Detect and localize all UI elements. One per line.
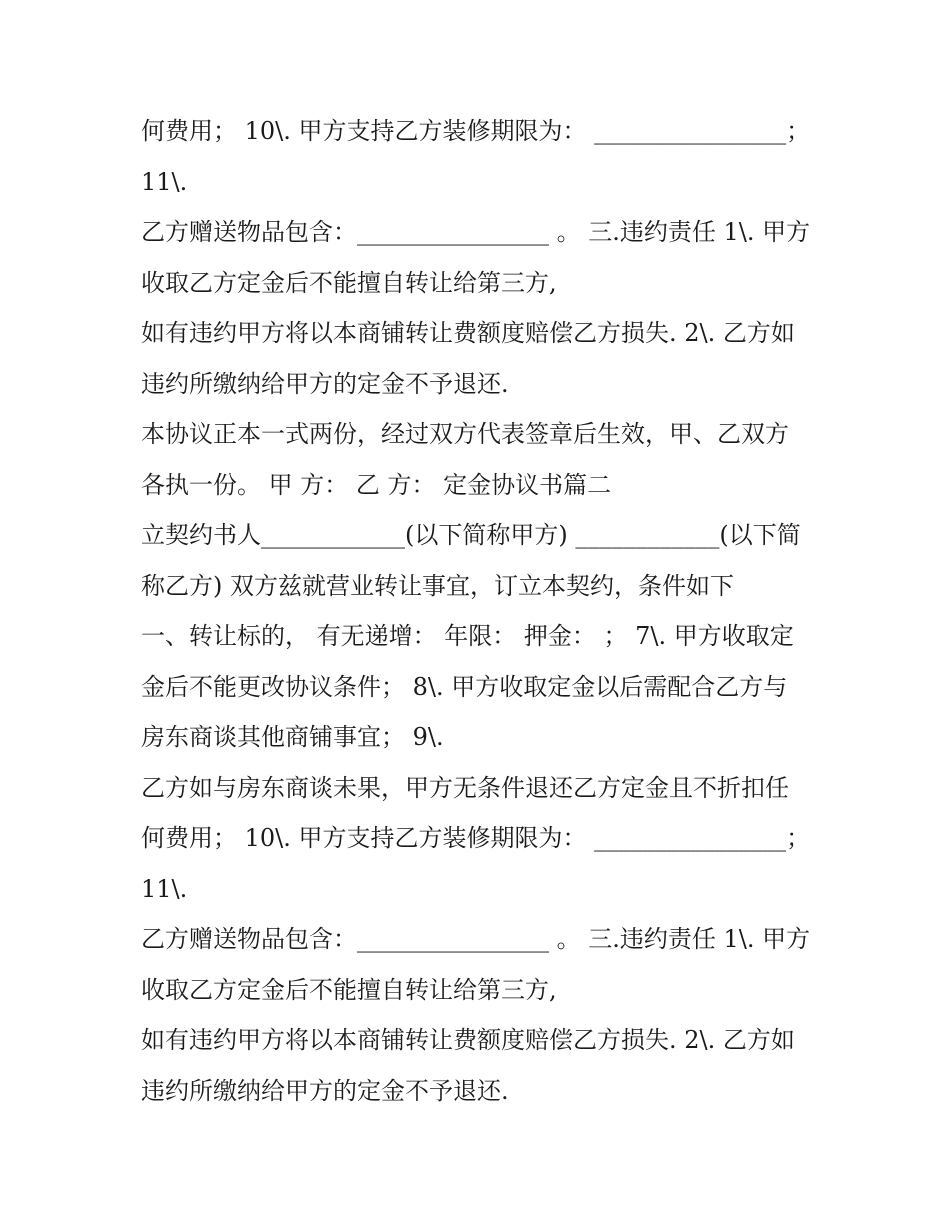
text-line: 违约所缴纳给甲方的定金不予退还. bbox=[141, 1076, 509, 1105]
text-line: 金后不能更改协议条件； 8\. 甲方收取定金以后需配合乙方与 bbox=[141, 672, 788, 701]
text-line: 本协议正本一式两份，经过双方代表签章后生效，甲、乙双方 bbox=[141, 420, 789, 448]
text-line: 收取乙方定金后不能擅自转让给第三方, bbox=[141, 975, 557, 1004]
text-line: 各执一份。 甲 方： 乙 方： 定金协议书篇二 bbox=[141, 470, 612, 499]
text-line: 11\. bbox=[141, 874, 188, 903]
text-line: 房东商谈其他商铺事宜； 9\. bbox=[141, 723, 444, 751]
text-line: 何费用； 10\. 甲方支持乙方装修期限为： ________________； bbox=[141, 824, 811, 852]
text-line: 11\. bbox=[141, 167, 188, 196]
text-line: 如有违约甲方将以本商铺转让费额度赔偿乙方损失. 2\. 乙方如 bbox=[141, 319, 795, 347]
document-body bbox=[141, 106, 821, 1116]
text-line: 一、转让标的， 有无递增： 年限： 押金： ； 7\. 甲方收取定 bbox=[141, 622, 794, 650]
text-line: 乙方赠送物品包含：________________ 。 三.违约责任 1\. 甲方 bbox=[141, 925, 811, 953]
text-line: 乙方如与房东商谈未果，甲方无条件退还乙方定金且不折扣任 bbox=[141, 773, 789, 802]
text-line: 立契约书人____________(以下简称甲方) ____________(以下简 bbox=[141, 521, 801, 549]
text-line: 乙方赠送物品包含：________________ 。 三.违约责任 1\. 甲方 bbox=[141, 218, 811, 246]
text-line: 称乙方) 双方兹就营业转让事宜，订立本契约，条件如下 bbox=[141, 571, 734, 600]
text-line: 收取乙方定金后不能擅自转让给第三方, bbox=[141, 268, 557, 297]
text-line: 违约所缴纳给甲方的定金不予退还. bbox=[141, 369, 509, 398]
text-line: 何费用； 10\. 甲方支持乙方装修期限为： ________________； bbox=[141, 117, 811, 145]
text-line: 如有违约甲方将以本商铺转让费额度赔偿乙方损失. 2\. 乙方如 bbox=[141, 1026, 795, 1054]
